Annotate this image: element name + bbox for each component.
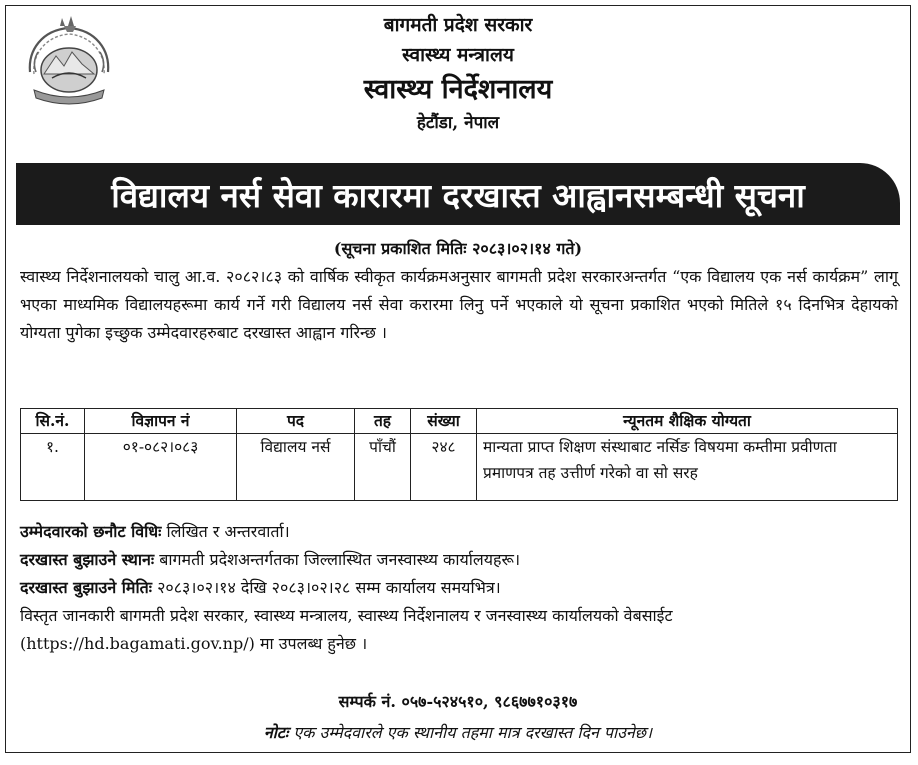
submission-date-line bbox=[20, 574, 898, 602]
publish-date: (सूचना प्रकाशित मितिः २०८३।०२।१४ गते) bbox=[333, 239, 583, 258]
col-header-count: संख्या bbox=[411, 409, 477, 434]
notice-details bbox=[20, 518, 898, 658]
ministry-name: स्वास्थ्य मन्त्रालय bbox=[402, 44, 514, 66]
selection-method-label: उम्मेदवारको छनौट विधिः bbox=[20, 522, 162, 541]
office-location: हेटौंडा, नेपाल bbox=[416, 113, 500, 133]
notice-title: विद्यालय नर्स सेवा कारारमा दरखास्त आह्वानसम्बन्धी सूचना bbox=[111, 175, 805, 215]
directorate-name: स्वास्थ्य निर्देशनालय bbox=[363, 74, 553, 105]
table-header-row bbox=[21, 409, 898, 434]
cell-count: २४८ bbox=[411, 434, 477, 487]
notice-title-banner bbox=[16, 163, 900, 225]
submission-date-value: २०८३।०२।१४ देखि २०८३।०२।२८ सम्म कार्यालय समयभित्र। bbox=[157, 578, 501, 597]
note-line bbox=[6, 721, 910, 743]
table-row bbox=[21, 434, 898, 487]
col-header-level: तह bbox=[355, 409, 411, 434]
govt-name: बागमती प्रदेश सरकार bbox=[383, 14, 533, 36]
col-header-post: पद bbox=[237, 409, 355, 434]
selection-method-line bbox=[20, 518, 898, 546]
table-row-spacer bbox=[21, 486, 898, 501]
col-header-sn: सि.नं. bbox=[21, 409, 85, 434]
contact-numbers: सम्पर्क नं. ०५७-५२४५१०, ९८६७७१०३१७ bbox=[338, 692, 578, 711]
note-text: एक उम्मेदवारले एक स्थानीय तहमा मात्र दरखास्त दिन पाउनेछ। bbox=[293, 723, 653, 742]
submission-place-line bbox=[20, 546, 898, 574]
vacancy-table bbox=[20, 408, 898, 501]
col-header-qualification: न्यूनतम शैक्षिक योग्यता bbox=[477, 409, 898, 434]
cell-post: विद्यालय नर्स bbox=[237, 434, 355, 487]
note-label: नोटः bbox=[263, 723, 289, 742]
issuer-header bbox=[6, 10, 910, 136]
col-header-ad-no: विज्ञापन नं bbox=[85, 409, 237, 434]
details-paragraph: विस्तृत जानकारी बागमती प्रदेश सरकार, स्वास्थ्य मन्त्रालय, स्वास्थ्य निर्देशनालय र जनस्वास्थ्य कार्यालयको वेबसाईट (https://hd.bagamati.gov.np/) मा उपलब्ध हुनेछ । bbox=[20, 606, 673, 653]
submission-place-label: दरखास्त बुझाउने स्थानः bbox=[20, 550, 155, 569]
cell-level: पाँचौं bbox=[355, 434, 411, 487]
submission-date-label: दरखास्त बुझाउने मितिः bbox=[20, 578, 152, 597]
notice-page bbox=[5, 5, 911, 753]
cell-sn: १. bbox=[21, 434, 85, 487]
cell-ad-no: ०१-०८२।०८३ bbox=[85, 434, 237, 487]
submission-place-value: बागमती प्रदेशअन्तर्गतका जिल्लास्थित जनस्वास्थ्य कार्यालयहरू। bbox=[159, 550, 521, 569]
intro-paragraph: स्वास्थ्य निर्देशनालयको चालु आ.व. २०८२।८३ को वार्षिक स्वीकृत कार्यक्रमअनुसार बागमती प्रदेश सरकारअन्तर्गत “एक विद्यालय एक नर्स कार्यक्रम” लागू भएका माध्यमिक विद्यालयहरूमा कार्य गर्ने गरी विद्यालय नर्स सेवा करारमा लिनु पर्ने भएकाले यो सूचना प्रकाशित भएको मितिले १५ दिनभित्र देहायको योग्यता पुगेका इच्छुक उम्मेदवारहरुबाट दरखास्त आह्वान गरिन्छ । bbox=[20, 267, 898, 342]
selection-method-value: लिखित र अन्तरवार्ता। bbox=[166, 522, 290, 541]
cell-qualification: मान्यता प्राप्त शिक्षण संस्थाबाट नर्सिङ विषयमा कम्तीमा प्रवीणता प्रमाणपत्र तह उत्तीर्ण गरेको वा सो सरह bbox=[477, 434, 898, 487]
